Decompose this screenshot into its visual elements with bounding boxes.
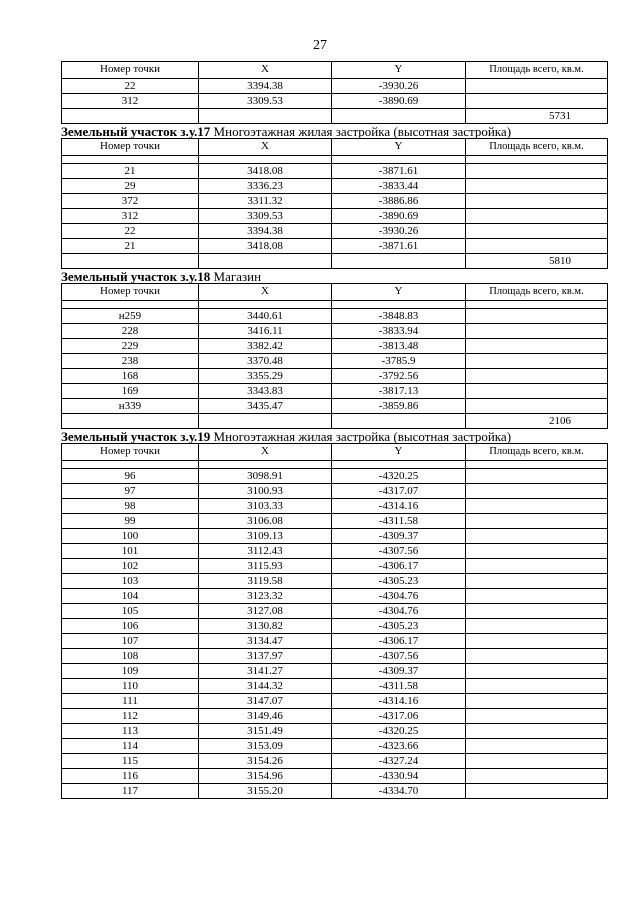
point-number-cell: 96 [62,469,199,484]
area-total-row [62,109,608,124]
table-header-row [62,444,608,461]
x-coordinate-cell: 3130.82 [199,619,332,634]
y-coordinate-cell: -4306.17 [332,634,466,649]
table-row [62,514,608,529]
col-header-point: Номер точки [62,444,199,461]
point-number-cell: 105 [62,604,199,619]
coordinates-table [61,443,608,799]
table-row [62,709,608,724]
point-number-cell: 238 [62,354,199,369]
y-coordinate-cell: -4330.94 [332,769,466,784]
x-coordinate-cell: 3137.97 [199,649,332,664]
point-number-cell: 21 [62,164,199,179]
y-coordinate-cell: -4320.25 [332,469,466,484]
y-coordinate-cell: -4304.76 [332,604,466,619]
y-coordinate-cell: -4309.37 [332,664,466,679]
area-cell [466,544,608,559]
table-row [62,769,608,784]
area-cell [466,574,608,589]
table-row [62,309,608,324]
table-header-row [62,62,608,79]
table-header-row [62,284,608,301]
y-coordinate-cell: -4304.76 [332,589,466,604]
coordinates-table [61,138,608,269]
x-coordinate-cell: 3103.33 [199,499,332,514]
col-header-y: Y [332,62,466,79]
area-cell [466,634,608,649]
point-number-cell: 168 [62,369,199,384]
point-number-cell: 21 [62,239,199,254]
area-cell [466,339,608,354]
y-coordinate-cell: -3833.94 [332,324,466,339]
empty-cell [62,109,199,124]
table-row [62,664,608,679]
table-row [62,754,608,769]
table-header-row [62,139,608,156]
empty-cell [62,414,199,429]
point-number-cell: 312 [62,94,199,109]
land-plot-heading [61,270,607,283]
col-header-area: Площадь всего, кв.м. [466,444,608,461]
x-coordinate-cell: 3370.48 [199,354,332,369]
empty-cell [62,156,199,164]
table-row [62,619,608,634]
col-header-x: X [199,444,332,461]
col-header-point: Номер точки [62,284,199,301]
area-cell [466,529,608,544]
y-coordinate-cell: -4314.16 [332,694,466,709]
point-number-cell: 117 [62,784,199,799]
table-row [62,484,608,499]
x-coordinate-cell: 3416.11 [199,324,332,339]
empty-cell [466,156,608,164]
y-coordinate-cell: -3848.83 [332,309,466,324]
x-coordinate-cell: 3115.93 [199,559,332,574]
point-number-cell: 29 [62,179,199,194]
point-number-cell: 115 [62,754,199,769]
y-coordinate-cell: -3886.86 [332,194,466,209]
x-coordinate-cell: 3343.83 [199,384,332,399]
point-number-cell: 103 [62,574,199,589]
y-coordinate-cell: -3785.9 [332,354,466,369]
y-coordinate-cell: -4309.37 [332,529,466,544]
x-coordinate-cell: 3355.29 [199,369,332,384]
area-cell [466,769,608,784]
table-row [62,499,608,514]
area-cell [466,784,608,799]
col-header-x: X [199,62,332,79]
y-coordinate-cell: -3890.69 [332,94,466,109]
col-header-area: Площадь всего, кв.м. [466,62,608,79]
area-cell [466,369,608,384]
table-row [62,784,608,799]
x-coordinate-cell: 3147.07 [199,694,332,709]
empty-cell [332,461,466,469]
col-header-area: Площадь всего, кв.м. [466,139,608,156]
table-row [62,544,608,559]
area-cell [466,179,608,194]
y-coordinate-cell: -4323.66 [332,739,466,754]
area-cell [466,604,608,619]
x-coordinate-cell: 3100.93 [199,484,332,499]
land-plot-heading [61,430,607,443]
x-coordinate-cell: 3106.08 [199,514,332,529]
col-header-x: X [199,139,332,156]
land-plot-number: Земельный участок з.у.18 [61,269,211,284]
point-number-cell: 106 [62,619,199,634]
y-coordinate-cell: -3930.26 [332,224,466,239]
area-cell [466,679,608,694]
point-number-cell: 22 [62,79,199,94]
y-coordinate-cell: -3890.69 [332,209,466,224]
y-coordinate-cell: -4311.58 [332,679,466,694]
y-coordinate-cell: -4327.24 [332,754,466,769]
area-cell [466,194,608,209]
empty-cell [332,156,466,164]
x-coordinate-cell: 3309.53 [199,94,332,109]
col-header-point: Номер точки [62,139,199,156]
point-number-cell: 104 [62,589,199,604]
x-coordinate-cell: 3418.08 [199,239,332,254]
table-row [62,194,608,209]
point-number-cell: 109 [62,664,199,679]
area-total-row [62,254,608,269]
point-number-cell: 108 [62,649,199,664]
x-coordinate-cell: 3109.13 [199,529,332,544]
area-cell [466,559,608,574]
area-cell [466,619,608,634]
coordinates-table-continued [61,61,608,124]
x-coordinate-cell: 3309.53 [199,209,332,224]
coordinates-table [61,283,608,429]
col-header-area: Площадь всего, кв.м. [466,284,608,301]
point-number-cell: 99 [62,514,199,529]
area-cell [466,94,608,109]
area-cell [466,754,608,769]
empty-cell [199,254,332,269]
table-row [62,469,608,484]
area-cell [466,664,608,679]
table-row [62,224,608,239]
x-coordinate-cell: 3119.58 [199,574,332,589]
empty-cell [199,109,332,124]
y-coordinate-cell: -4306.17 [332,559,466,574]
area-cell [466,209,608,224]
x-coordinate-cell: 3154.96 [199,769,332,784]
table-row [62,694,608,709]
x-coordinate-cell: 3112.43 [199,544,332,559]
y-coordinate-cell: -4305.23 [332,574,466,589]
empty-cell [199,461,332,469]
area-cell [466,739,608,754]
area-cell [466,79,608,94]
area-cell [466,324,608,339]
y-coordinate-cell: -4314.16 [332,499,466,514]
x-coordinate-cell: 3098.91 [199,469,332,484]
area-cell [466,589,608,604]
table-row [62,239,608,254]
area-cell [466,239,608,254]
area-cell [466,649,608,664]
y-coordinate-cell: -3871.61 [332,239,466,254]
table-row [62,679,608,694]
x-coordinate-cell: 3154.26 [199,754,332,769]
point-number-cell: 111 [62,694,199,709]
table-row [62,574,608,589]
point-number-cell: 113 [62,724,199,739]
point-number-cell: 229 [62,339,199,354]
land-plot-use: Многоэтажная жилая застройка (высотная застройка) [210,429,512,444]
y-coordinate-cell: -4317.06 [332,709,466,724]
x-coordinate-cell: 3155.20 [199,784,332,799]
empty-cell [332,301,466,309]
point-number-cell: 110 [62,679,199,694]
land-plot-use: Многоэтажная жилая застройка (высотная застройка) [210,124,512,139]
empty-cell [62,254,199,269]
col-header-point: Номер точки [62,62,199,79]
spacer-row [62,301,608,309]
empty-cell [466,461,608,469]
col-header-y: Y [332,284,466,301]
y-coordinate-cell: -3871.61 [332,164,466,179]
area-cell [466,309,608,324]
x-coordinate-cell: 3149.46 [199,709,332,724]
table-row [62,604,608,619]
area-cell [466,499,608,514]
x-coordinate-cell: 3153.09 [199,739,332,754]
point-number-cell: 102 [62,559,199,574]
empty-cell [199,301,332,309]
area-cell [466,709,608,724]
point-number-cell: 372 [62,194,199,209]
point-number-cell: 101 [62,544,199,559]
area-total-value: 5731 [466,109,608,124]
empty-cell [199,156,332,164]
land-plot-heading [61,125,607,138]
table-row [62,324,608,339]
land-plot-number: Земельный участок з.у.17 [61,124,211,139]
point-number-cell: 107 [62,634,199,649]
y-coordinate-cell: -4311.58 [332,514,466,529]
area-cell [466,724,608,739]
point-number-cell: 100 [62,529,199,544]
table-row [62,79,608,94]
y-coordinate-cell: -4307.56 [332,544,466,559]
x-coordinate-cell: 3440.61 [199,309,332,324]
point-number-cell: 312 [62,209,199,224]
table-row [62,354,608,369]
area-total-value: 2106 [466,414,608,429]
area-cell [466,694,608,709]
y-coordinate-cell: -4307.56 [332,649,466,664]
point-number-cell: 169 [62,384,199,399]
land-plot-number: Земельный участок з.у.19 [61,429,211,444]
table-row [62,559,608,574]
area-cell [466,224,608,239]
page-number: 27 [313,38,327,53]
y-coordinate-cell: -3817.13 [332,384,466,399]
x-coordinate-cell: 3382.42 [199,339,332,354]
table-row [62,634,608,649]
table-row [62,384,608,399]
table-row [62,739,608,754]
empty-cell [62,301,199,309]
empty-cell [332,414,466,429]
table-row [62,649,608,664]
x-coordinate-cell: 3435.47 [199,399,332,414]
area-cell [466,164,608,179]
area-cell [466,354,608,369]
y-coordinate-cell: -3859.86 [332,399,466,414]
y-coordinate-cell: -3792.56 [332,369,466,384]
point-number-cell: 116 [62,769,199,784]
x-coordinate-cell: 3144.32 [199,679,332,694]
x-coordinate-cell: 3141.27 [199,664,332,679]
y-coordinate-cell: -4320.25 [332,724,466,739]
point-number-cell: 97 [62,484,199,499]
area-total-value: 5810 [466,254,608,269]
x-coordinate-cell: 3134.47 [199,634,332,649]
x-coordinate-cell: 3336.23 [199,179,332,194]
area-cell [466,384,608,399]
point-number-cell: 22 [62,224,199,239]
table-row [62,369,608,384]
table-row [62,589,608,604]
area-cell [466,484,608,499]
x-coordinate-cell: 3311.32 [199,194,332,209]
table-row [62,724,608,739]
y-coordinate-cell: -4317.07 [332,484,466,499]
table-row [62,179,608,194]
x-coordinate-cell: 3123.32 [199,589,332,604]
table-row [62,529,608,544]
table-row [62,399,608,414]
empty-cell [199,414,332,429]
land-plot-use: Магазин [210,269,262,284]
table-row [62,94,608,109]
point-number-cell: 228 [62,324,199,339]
spacer-row [62,156,608,164]
empty-cell [466,301,608,309]
spacer-row [62,461,608,469]
col-header-y: Y [332,444,466,461]
area-cell [466,514,608,529]
x-coordinate-cell: 3151.49 [199,724,332,739]
area-cell [466,469,608,484]
empty-cell [332,109,466,124]
area-cell [466,399,608,414]
y-coordinate-cell: -3930.26 [332,79,466,94]
table-row [62,339,608,354]
empty-cell [62,461,199,469]
point-number-cell: н339 [62,399,199,414]
y-coordinate-cell: -3833.44 [332,179,466,194]
x-coordinate-cell: 3418.08 [199,164,332,179]
y-coordinate-cell: -3813.48 [332,339,466,354]
table-row [62,209,608,224]
col-header-y: Y [332,139,466,156]
x-coordinate-cell: 3127.08 [199,604,332,619]
area-total-row [62,414,608,429]
point-number-cell: н259 [62,309,199,324]
empty-cell [332,254,466,269]
y-coordinate-cell: -4305.23 [332,619,466,634]
point-number-cell: 98 [62,499,199,514]
table-row [62,164,608,179]
x-coordinate-cell: 3394.38 [199,79,332,94]
point-number-cell: 112 [62,709,199,724]
document-body [61,61,607,799]
col-header-x: X [199,284,332,301]
point-number-cell: 114 [62,739,199,754]
y-coordinate-cell: -4334.70 [332,784,466,799]
x-coordinate-cell: 3394.38 [199,224,332,239]
